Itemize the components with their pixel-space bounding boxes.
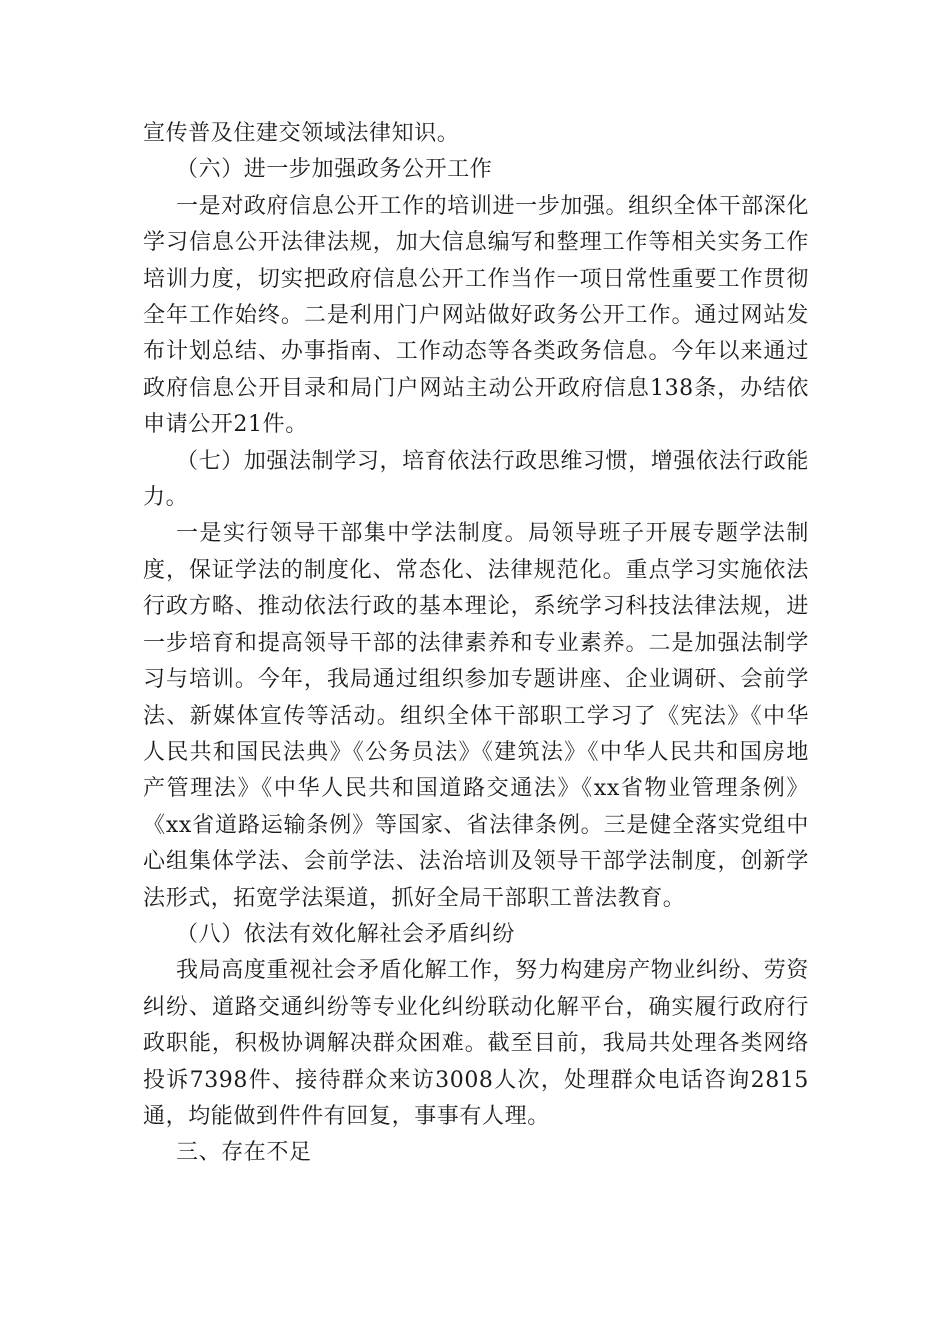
document-body <box>143 116 809 1172</box>
section-heading-shortcomings: 三、存在不足 <box>176 1140 312 1166</box>
paragraph-continuation: 宣传普及住建交领域法律知识。 <box>143 121 460 146</box>
section-heading-6: （六）进一步加强政务公开工作 <box>176 157 493 183</box>
section-heading-7: （七）加强法制学习，培育依法行政思维习惯，增强依法行政能力。 <box>143 448 809 511</box>
section-heading-8: （八）依法有效化解社会矛盾纠纷 <box>176 921 516 947</box>
paragraph-legal-study: 一是实行领导干部集中学法制度。局领导班子开展专题学法制度，保证学法的制度化、常态化、法律规范化。重点学习实施依法行政方略、推动依法行政的基本理论，系统学习科技法律法规，进一步培育和提高领导干部的法律素养和专业素养。二是加强法制学习与培训。今年，我局通过组织参加专题讲座、企业调研、会前学法、新媒体宣传等活动。组织全体干部职工学习了《宪法》《中华人民共和国民法典》《公务员法》《建筑法》《中华人民共和国房地产管理法》《中华人民共和国道路交通法》《xx省物业管理条例》《xx省道路运输条例》等国家、省法律条例。三是健全落实党组中心组集体学法、会前学法、法治培训及领导干部学法制度，创新学法形式，拓宽学法渠道，抓好全局干部职工普法教育。 <box>143 521 809 911</box>
paragraph-government-info: 一是对政府信息公开工作的培训进一步加强。组织全体干部深化学习信息公开法律法规，加大信息编写和整理工作等相关实务工作培训力度，切实把政府信息公开工作当作一项日常性重要工作贯彻全年工作始终。二是利用门户网站做好政务公开工作。通过网站发布计划总结、办事指南、工作动态等各类政务信息。今年以来通过政府信息公开目录和局门户网站主动公开政府信息138条，办结依申请公开21件。 <box>143 193 809 438</box>
paragraph-dispute-resolution: 我局高度重视社会矛盾化解工作，努力构建房产物业纠纷、劳资纠纷、道路交通纠纷等专业化纠纷联动化解平台，确实履行政府行政职能，积极协调解决群众困难。截至目前，我局共处理各类网络投诉7398件、接待群众来访3008人次，处理群众电话咨询2815通，均能做到件件有回复，事事有人理。 <box>143 958 809 1129</box>
